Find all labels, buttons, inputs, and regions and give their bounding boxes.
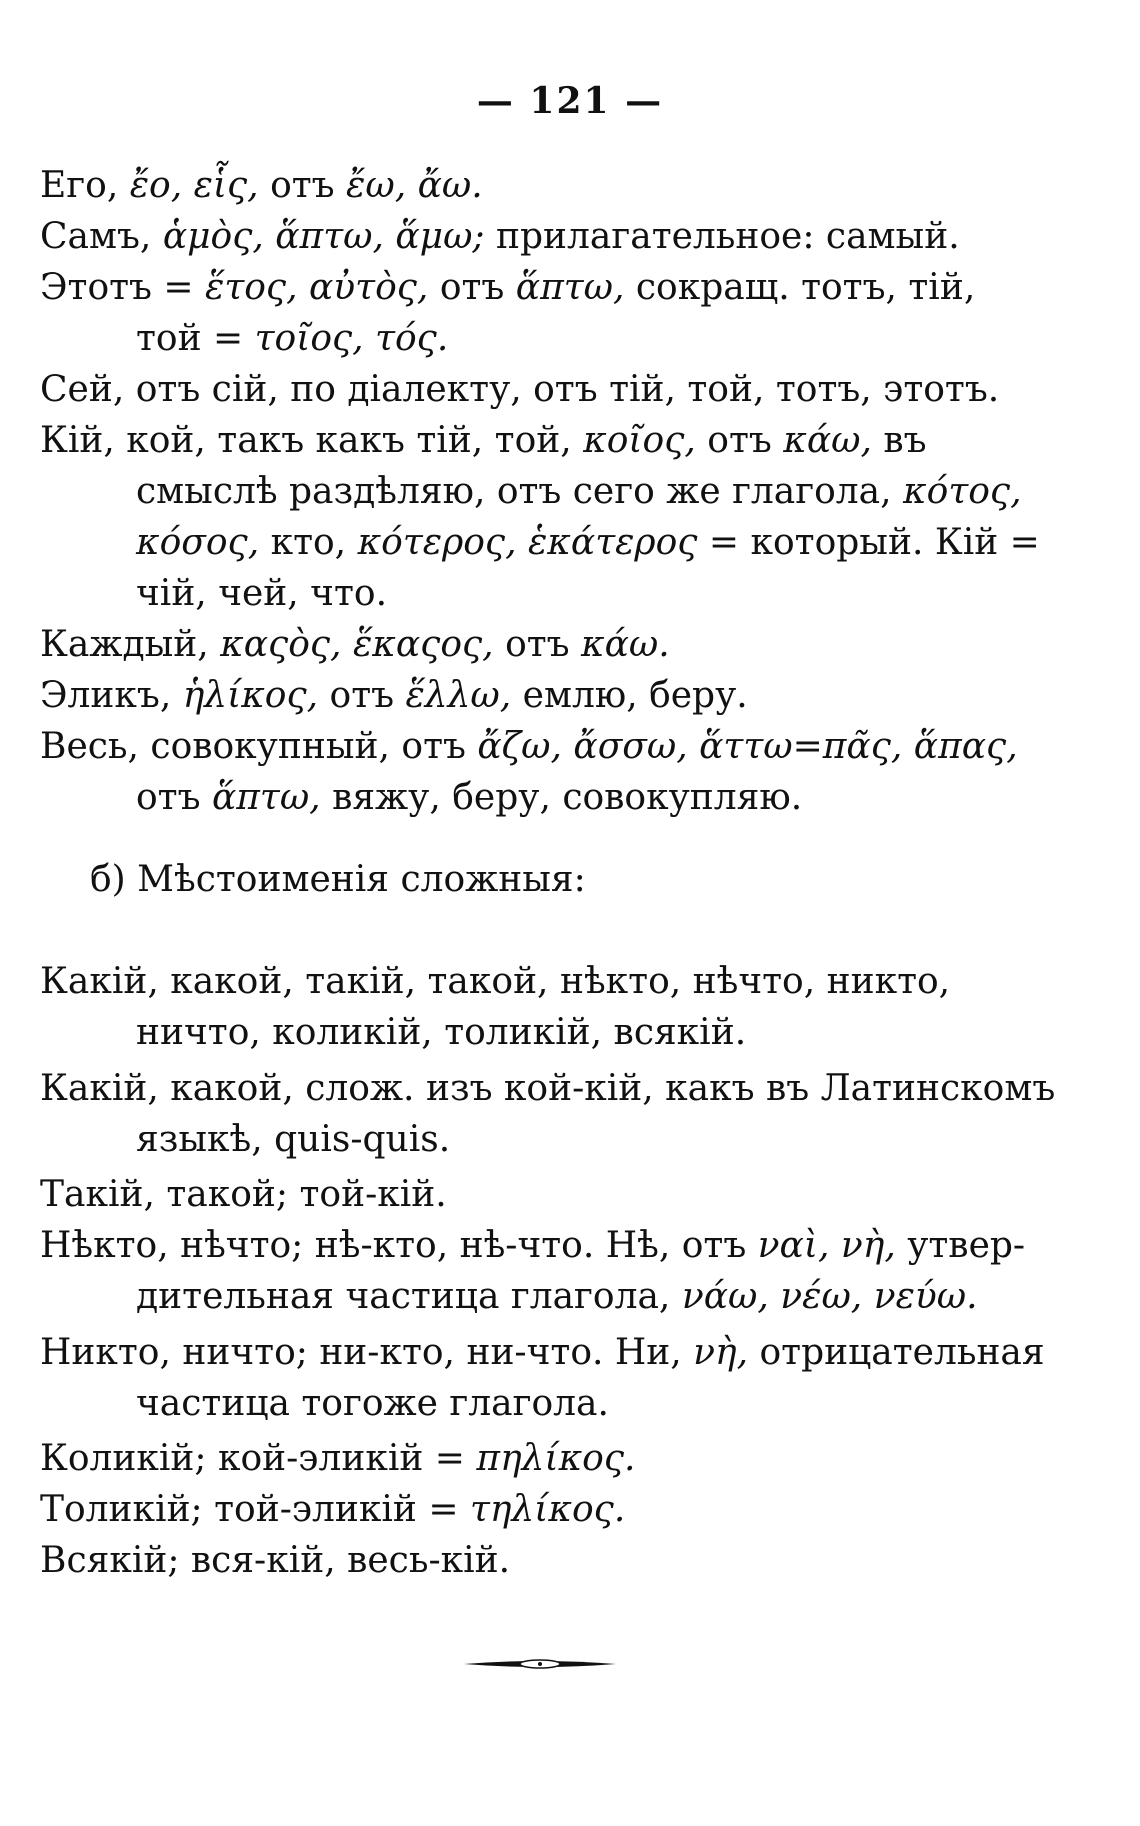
page-number: — 121 — bbox=[476, 80, 664, 122]
greek-term: νάω, νέω, νεύω. bbox=[681, 1276, 978, 1317]
text-segment: утвер- bbox=[895, 1225, 1026, 1266]
text-segment: Какій, какой, такій, такой, нѣкто, нѣчто, никто, bbox=[40, 961, 951, 1002]
text-line bbox=[136, 1275, 1050, 1319]
text-segment: кто, bbox=[259, 522, 358, 563]
greek-term: ἕλλω, bbox=[405, 675, 512, 716]
greek-term: κότος, bbox=[903, 471, 1022, 512]
ornament-rule-icon bbox=[460, 1654, 620, 1674]
text-segment: Какій, какой, слож. изъ кой-кій, какъ въ Латинскомъ bbox=[40, 1068, 1056, 1109]
text-line bbox=[136, 572, 1050, 616]
greek-term: ἅπτω, bbox=[515, 267, 625, 308]
text-line bbox=[40, 623, 1050, 667]
text-segment: Никто, ничто; ни-кто, ни-что. Ни, bbox=[40, 1332, 694, 1373]
text-line bbox=[40, 960, 1050, 1004]
text-line bbox=[40, 368, 1050, 412]
text-segment: отъ bbox=[258, 165, 347, 206]
text-segment: Каждый, bbox=[40, 624, 221, 665]
greek-term: κότερος, ἑκάτερος bbox=[357, 522, 698, 563]
text-segment: Такій, такой; той-кій. bbox=[40, 1174, 447, 1215]
text-segment: Нѣкто, нѣчто; нѣ-кто, нѣ-что. Нѣ, отъ bbox=[40, 1225, 758, 1266]
text-segment: въ bbox=[871, 420, 927, 461]
text-line bbox=[136, 1118, 1050, 1162]
text-segment: Коликій; кой-эликій = bbox=[40, 1438, 477, 1479]
text-segment: дительная частица глагола, bbox=[136, 1276, 682, 1317]
greek-term: κόσος, bbox=[136, 522, 260, 563]
text-segment: смыслѣ раздѣляю, отъ сего же глагола, bbox=[136, 471, 904, 512]
greek-term: κάω. bbox=[581, 624, 670, 665]
text-line bbox=[40, 215, 1050, 259]
text-segment: Весь, совокупный, отъ bbox=[40, 726, 478, 767]
text-segment: прилагательное: самый. bbox=[484, 216, 960, 257]
text-segment: Всякій; вся-кій, весь-кій. bbox=[40, 1540, 511, 1581]
text-segment: отрицательная bbox=[748, 1332, 1045, 1373]
text-line bbox=[40, 674, 1050, 718]
greek-term: τοῖος, τός. bbox=[254, 318, 449, 359]
text-line bbox=[40, 1331, 1050, 1375]
text-line bbox=[40, 1224, 1050, 1268]
text-line bbox=[40, 419, 1050, 463]
text-segment: частица тогоже глагола. bbox=[136, 1383, 609, 1424]
text-line bbox=[40, 1488, 1050, 1532]
text-segment: отъ bbox=[136, 777, 212, 818]
text-line bbox=[40, 1067, 1056, 1111]
greek-term: ναὶ, νὴ, bbox=[757, 1225, 896, 1266]
text-segment: языкѣ, quis-quis. bbox=[136, 1119, 451, 1160]
text-line bbox=[136, 317, 1050, 361]
text-segment: отъ bbox=[695, 420, 784, 461]
greek-term: ἔο, εἷς, bbox=[129, 165, 259, 206]
text-line bbox=[136, 470, 1050, 514]
text-segment: сокращ. тотъ, тій, bbox=[624, 267, 976, 308]
text-line bbox=[40, 725, 1050, 769]
greek-term: ἅπτω, bbox=[211, 777, 321, 818]
text-segment: Сей, отъ сій, по діалекту, отъ тій, той, тотъ, этотъ. bbox=[40, 369, 1000, 410]
text-segment: Самъ, bbox=[40, 216, 163, 257]
greek-term: ἡλίκος, bbox=[182, 675, 319, 716]
greek-term: κοῖος, bbox=[583, 420, 696, 461]
text-line bbox=[136, 521, 1050, 565]
text-line bbox=[40, 1437, 1050, 1481]
greek-term: πηλίκος. bbox=[476, 1438, 636, 1479]
text-line bbox=[136, 776, 1050, 820]
text-segment: отъ bbox=[493, 624, 582, 665]
greek-term: καςὸς, ἕκαςος, bbox=[220, 624, 494, 665]
text-segment: ничто, коликій, толикій, всякій. bbox=[136, 1012, 747, 1053]
text-segment: той = bbox=[136, 318, 255, 359]
text-segment: емлю, беру. bbox=[511, 675, 748, 716]
text-segment: чій, чей, что. bbox=[136, 573, 388, 614]
text-line bbox=[40, 266, 1050, 310]
text-segment: Эликъ, bbox=[40, 675, 183, 716]
text-line bbox=[40, 164, 1050, 208]
text-segment: отъ bbox=[428, 267, 516, 308]
text-segment: = который. Кій = bbox=[697, 522, 1040, 563]
greek-term: ἁμὸς, ἅπτω, ἅμω; bbox=[162, 216, 485, 257]
text-line bbox=[40, 1539, 1050, 1583]
text-segment: Этотъ = bbox=[40, 267, 206, 308]
text-segment: вяжу, беру, совокупляю. bbox=[320, 777, 803, 818]
text-segment: Кій, кой, такъ какъ тій, той, bbox=[40, 420, 584, 461]
greek-term: ἄζω, ἄσσω, ἅττω=πᾶς, ἅπας, bbox=[477, 726, 1018, 767]
text-segment: Толикій; той-эликій = bbox=[40, 1489, 470, 1530]
text-segment: отъ bbox=[318, 675, 406, 716]
text-line bbox=[40, 1173, 1050, 1217]
greek-term: νὴ, bbox=[693, 1332, 749, 1373]
text-line bbox=[136, 1382, 1050, 1426]
text-line bbox=[136, 1011, 1050, 1055]
greek-term: κάω, bbox=[783, 420, 872, 461]
greek-term: ἕτος, αὐτὸς, bbox=[205, 267, 429, 308]
greek-term: ἔω, ἄω. bbox=[346, 165, 483, 206]
text-segment: Его, bbox=[40, 165, 130, 206]
greek-term: τηλίκος. bbox=[469, 1489, 626, 1530]
section-b-heading: б) Мѣстоименія сложныя: bbox=[90, 859, 586, 900]
